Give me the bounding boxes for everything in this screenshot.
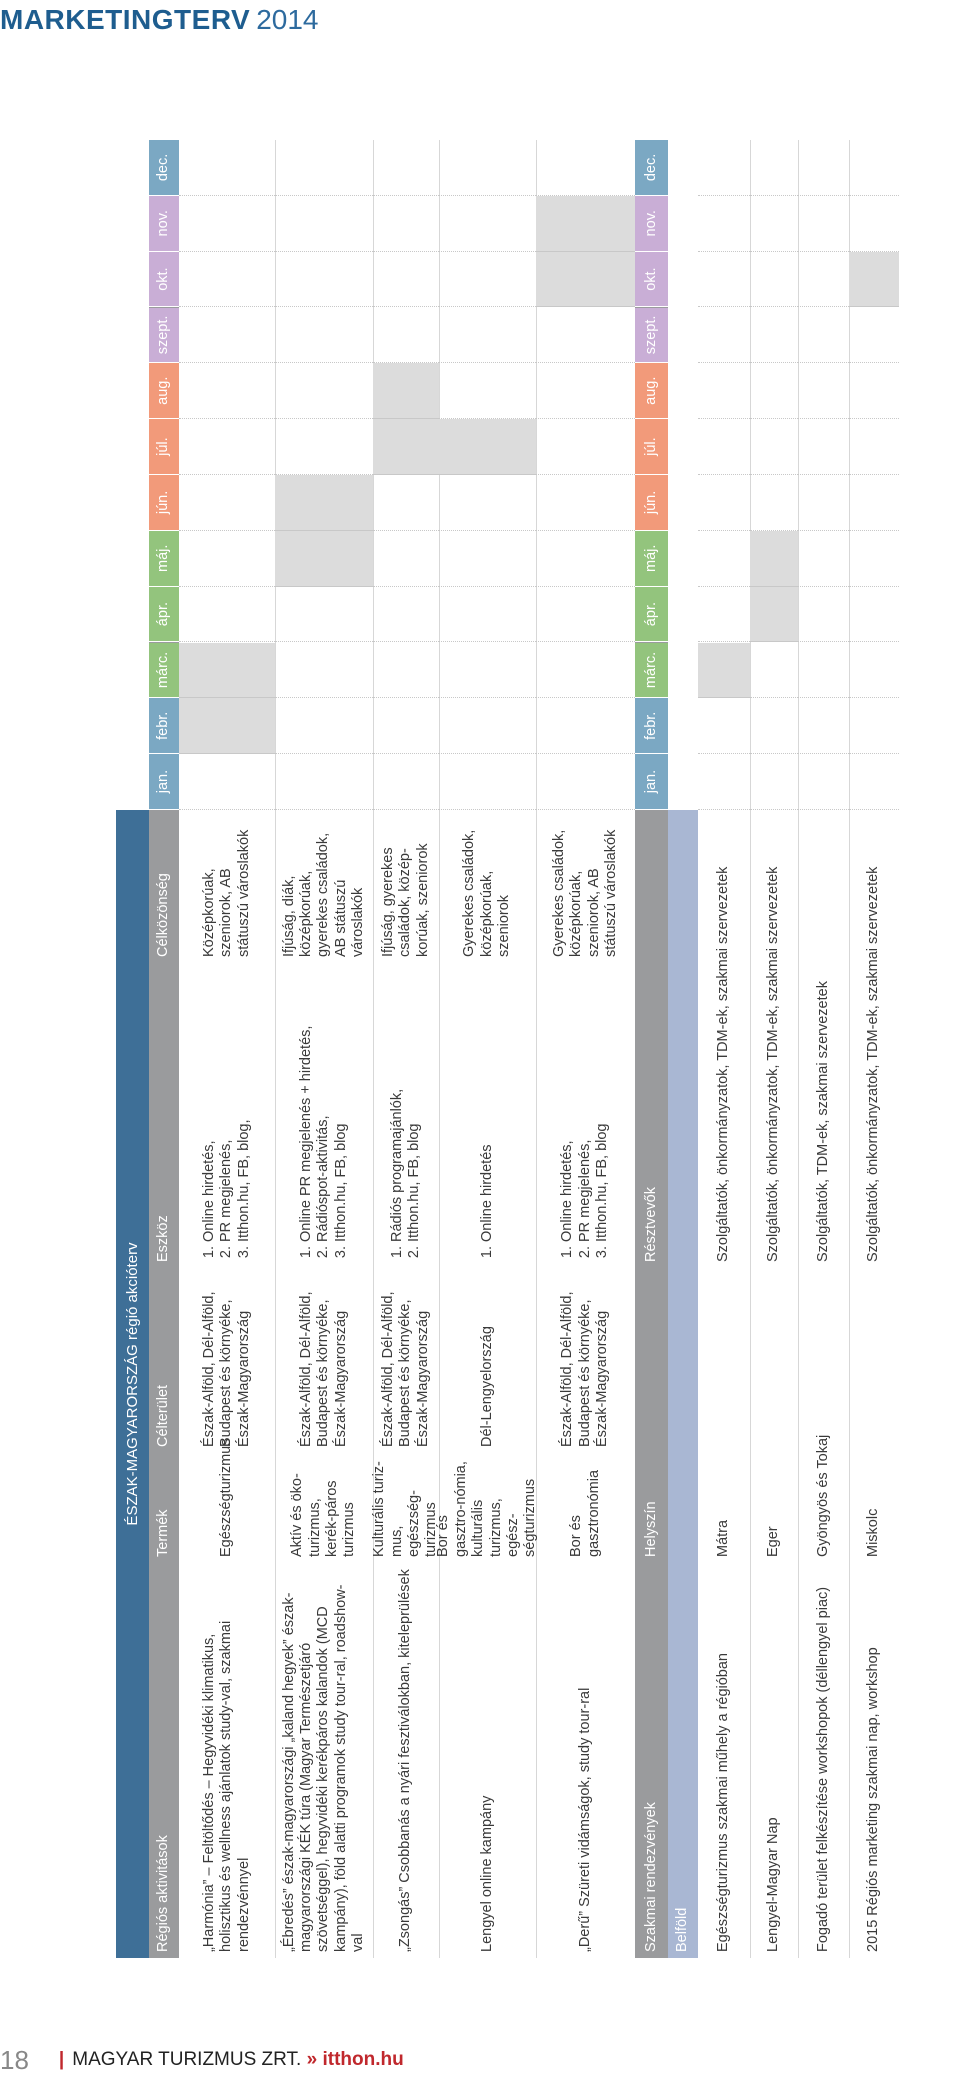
row-0-month-cell-9 [179,252,275,308]
row-4-month-cell-5 [536,475,635,531]
month-header-1: febr. [635,698,668,754]
row-2-month-cell-0 [373,754,439,810]
row-0-month-cell-6 [179,419,275,475]
event-1-month-cell-2 [750,643,798,699]
col-header-participants: Résztvevők [642,1187,659,1262]
event-1-month-cell-11 [750,140,798,196]
event-0-month-cell-2 [698,643,750,699]
event-1-month-cell-5 [750,475,798,531]
footer-separator: | [58,2049,65,2071]
month-header-7: aug. [149,363,179,419]
event-name-cell: 2015 Régiós marketing szakmai nap, workshop [865,1647,882,1952]
row-1-month-cell-6 [275,419,373,475]
activity-cell: „Zsongás” Csobbanás a nyári fesztiválokban, kiteleprülések [397,1569,414,1952]
event-0-month-cell-4 [698,531,750,587]
page-header [0,0,319,40]
event-2-month-cell-11 [798,140,849,196]
row-1-month-cell-5 [275,475,373,531]
page-footer [0,2040,600,2080]
row-4-month-cell-4 [536,531,635,587]
row-4-month-cell-11 [536,140,635,196]
row-2-month-cell-11 [373,140,439,196]
tool-cell [373,963,439,1268]
event-row [750,140,799,1958]
tool-cell [439,963,536,1268]
tool-cell [275,963,373,1268]
event-0-month-cell-5 [698,475,750,531]
event-0-month-cell-7 [698,363,750,419]
row-2-month-cell-3 [373,587,439,643]
row-0-month-cell-5 [179,475,275,531]
row-2-month-cell-10 [373,196,439,252]
row-3-month-cell-6 [439,419,536,475]
row-0-month-cell-11 [179,140,275,196]
row-2-month-cell-6 [373,419,439,475]
table-row [536,140,636,1958]
event-1-month-cell-3 [750,587,798,643]
month-header-10: nov. [635,196,668,252]
event-name-cell: Fogadó terület felkészítése workshopok (déllengyel piac) [814,1586,831,1952]
col-header-audience: Célközönség [155,873,172,957]
event-2-month-cell-1 [798,698,849,754]
col-header-tool: Eszköz [155,1215,172,1262]
month-header-0: jan. [635,754,668,810]
tool-list [479,1144,496,1262]
tool-cell [179,963,275,1268]
row-3-month-cell-11 [439,140,536,196]
row-0-month-cell-3 [179,587,275,643]
row-0-month-cell-0 [179,754,275,810]
tool-item: 1. Online PR megjelenés + hirdetés, [298,1026,315,1242]
event-0-month-cell-9 [698,252,750,308]
row-4-month-cell-8 [536,308,635,364]
tool-item: 2. PR megjelenés, [577,1124,594,1243]
event-3-month-cell-4 [849,531,899,587]
activity-cell: „Harmónia” – Feltöltődés – Hegyvidéki klimatikus, holisztikus és wellness ajánlatok study-val, szakmai rendezvénnyel [200,1620,252,1952]
row-3-month-cell-0 [439,754,536,810]
row-3-month-cell-1 [439,698,536,754]
tool-item: 2. Rádióspot-aktivitás, [315,1026,332,1242]
row-0-month-cell-2 [179,643,275,699]
event-location-cell: Eger [765,1526,782,1557]
event-1-month-cell-4 [750,531,798,587]
event-3-month-cell-5 [849,475,899,531]
tool-item: 2. Itthon.hu, FB, blog [406,1089,423,1242]
col-header-product: Termék [155,1509,172,1557]
row-1-month-cell-2 [275,643,373,699]
event-1-month-cell-0 [750,754,798,810]
table-row [373,140,440,1958]
row-0-month-cell-1 [179,698,275,754]
month-header-4: máj. [149,531,179,587]
row-2-month-cell-8 [373,308,439,364]
tool-item: 1. Online hirdetés [479,1144,496,1242]
month-header-10: nov. [149,196,179,252]
page-number: 18 [0,2045,29,2075]
row-1-month-cell-7 [275,363,373,419]
month-header-7: aug. [635,363,668,419]
event-1-month-cell-6 [750,419,798,475]
event-name-cell: Egészségturizmus szakmai műhely a régióban [715,1653,732,1952]
col-header-location: Helyszín [642,1501,659,1557]
event-location-cell: Miskolc [865,1508,882,1557]
row-2-month-cell-1 [373,698,439,754]
row-3-month-cell-9 [439,252,536,308]
event-0-month-cell-6 [698,419,750,475]
month-header-4: máj. [635,531,668,587]
audience-cell: Ifjúság, diák, középkorúak, gyerekes családok, AB státuszú városlakók [280,832,367,957]
event-3-month-cell-9 [849,252,899,308]
table-row [435,140,539,1958]
month-header-8: szept. [635,308,668,364]
row-3-month-cell-4 [439,531,536,587]
event-participants-cell: Szolgáltatók, TDM-ek, szakmai szervezetek [814,981,831,1262]
activity-cell: „Ébredés” észak-magyarországi „kaland hegyek” észak-magyarországi KÉK túra (Magyar Természetjáró szövetséggel), hegyvidéki kerékpáros kalandok (MCD kampány), föld alatti programok study tour-ral, roadshow-val [280,1584,367,1952]
tool-cell [536,963,635,1268]
month-header-6: júl. [149,419,179,475]
event-3-month-cell-8 [849,308,899,364]
month-header-2: márc. [635,643,668,699]
event-2-month-cell-2 [798,643,849,699]
row-4-month-cell-2 [536,643,635,699]
row-3-month-cell-8 [439,308,536,364]
row-4-month-cell-7 [536,363,635,419]
product-cell: Bor és gasztro-nómia, kulturális turizmus, egész-ségturizmus [435,1461,539,1557]
tool-list [389,1089,424,1262]
footer-arrow-icon: » [306,2049,318,2071]
audience-cell: Középkorúak, szeniorok, AB státuszú városlakók [200,829,252,957]
event-1-month-cell-9 [750,252,798,308]
audience-cell: Ifjúság, gyerekes családok, közép-korúak, szeniorok [379,843,431,957]
event-1-month-cell-7 [750,363,798,419]
row-2-month-cell-9 [373,252,439,308]
table-row [275,140,374,1958]
row-1-month-cell-8 [275,308,373,364]
row-4-month-cell-1 [536,698,635,754]
row-0-month-cell-8 [179,308,275,364]
row-4-month-cell-10 [536,196,635,252]
action-plan-table [116,140,882,1958]
row-2-month-cell-7 [373,363,439,419]
event-1-month-cell-1 [750,698,798,754]
event-participants-cell: Szolgáltatók, önkormányzatok, TDM-ek, szakmai szervezetek [715,866,732,1262]
event-0-month-cell-10 [698,196,750,252]
row-0-month-cell-4 [179,531,275,587]
tool-list [201,1119,253,1262]
event-2-month-cell-6 [798,419,849,475]
table-row [179,140,276,1958]
tool-list [298,1026,350,1262]
event-2-month-cell-10 [798,196,849,252]
row-1-month-cell-11 [275,140,373,196]
month-header-2: márc. [149,643,179,699]
target-area-cell: Dél-Lengyelország [478,1326,495,1447]
header-year: 2014 [256,4,319,35]
event-2-month-cell-3 [798,587,849,643]
product-cell: Egészségturizmus [218,1438,235,1557]
event-location-cell: Gyöngyös és Tokaj [814,1434,831,1557]
event-3-month-cell-1 [849,698,899,754]
month-header-8: szept. [149,308,179,364]
event-1-month-cell-10 [750,196,798,252]
event-3-month-cell-0 [849,754,899,810]
event-0-month-cell-11 [698,140,750,196]
month-header-6: júl. [635,419,668,475]
brand-title: MARKETINGTERV [0,4,251,35]
row-1-month-cell-4 [275,531,373,587]
col-header-target-area: Célterület [155,1384,172,1447]
event-location-cell: Mátra [715,1519,732,1557]
audience-cell: Gyerekes családok, középkorúak, szeniorok, AB státuszú városlakók [550,829,619,957]
event-row [698,140,751,1958]
activity-cell: „Derű” Szüreti vidámságok, study tour-ral [576,1687,593,1952]
table-title-row [116,810,149,1958]
tool-item: 1. Rádiós programajánlók, [389,1089,406,1242]
row-3-month-cell-7 [439,363,536,419]
month-header-0: jan. [149,754,179,810]
event-row [798,140,850,1958]
row-1-month-cell-1 [275,698,373,754]
event-0-month-cell-8 [698,308,750,364]
event-0-month-cell-3 [698,587,750,643]
month-header-9: okt. [149,252,179,308]
domestic-row [668,810,698,1958]
event-3-month-cell-11 [849,140,899,196]
target-area-cell: Észak-Alföld, Dél-Alföld, Budapest és környéke, Észak-Magyarország [297,1291,349,1447]
event-3-month-cell-6 [849,419,899,475]
row-3-month-cell-10 [439,196,536,252]
row-4-month-cell-0 [536,754,635,810]
event-3-month-cell-7 [849,363,899,419]
tool-item: 1. Online hirdetés, [201,1119,218,1242]
row-1-month-cell-10 [275,196,373,252]
tool-item: 3. Itthon.hu, FB, blog, [236,1119,253,1242]
activity-cell: Lengyel online kampány [478,1795,495,1952]
event-participants-cell: Szolgáltatók, önkormányzatok, TDM-ek, szakmai szervezetek [865,866,882,1262]
col-header-activities: Régiós aktivitások [155,1835,172,1952]
month-header-9: okt. [635,252,668,308]
table-header-row [149,140,179,1958]
row-2-month-cell-2 [373,643,439,699]
row-3-month-cell-3 [439,587,536,643]
event-2-month-cell-0 [798,754,849,810]
company-name: MAGYAR TURIZMUS ZRT. [72,2049,302,2071]
row-1-month-cell-0 [275,754,373,810]
tool-item: 2. PR megjelenés, [218,1119,235,1242]
event-3-month-cell-2 [849,643,899,699]
tool-item: 3. Itthon.hu, FB, blog [333,1026,350,1242]
event-2-month-cell-4 [798,531,849,587]
target-area-cell: Észak-Alföld, Dél-Alföld, Budapest és környéke, Észak-Magyarország [200,1291,252,1447]
event-2-month-cell-5 [798,475,849,531]
month-header-11: dec. [635,140,668,196]
row-4-month-cell-6 [536,419,635,475]
event-name-cell: Lengyel-Magyar Nap [765,1817,782,1952]
month-header-3: ápr. [635,587,668,643]
tool-item: 3. Itthon.hu, FB, blog [594,1124,611,1243]
tool-list [559,1124,611,1263]
product-cell: Kulturális turiz-mus, egészség-turizmus [371,1461,440,1557]
table-title: ÉSZAK-MAGYARORSZÁG régió akcióterv [123,1242,141,1526]
row-3-month-cell-2 [439,643,536,699]
row-3-month-cell-5 [439,475,536,531]
event-2-month-cell-8 [798,308,849,364]
row-0-month-cell-7 [179,363,275,419]
event-2-month-cell-7 [798,363,849,419]
row-2-month-cell-5 [373,475,439,531]
event-participants-cell: Szolgáltatók, önkormányzatok, TDM-ek, szakmai szervezetek [765,866,782,1262]
events-header-row [635,140,668,1958]
event-3-month-cell-10 [849,196,899,252]
row-4-month-cell-3 [536,587,635,643]
month-header-11: dec. [149,140,179,196]
row-0-month-cell-10 [179,196,275,252]
target-area-cell: Észak-Alföld, Dél-Alföld, Budapest és környéke, Észak-Magyarország [559,1291,611,1447]
audience-cell: Gyerekes családok, középkorúak, szeniorok [461,829,513,957]
event-0-month-cell-0 [698,754,750,810]
event-3-month-cell-3 [849,587,899,643]
row-1-month-cell-9 [275,252,373,308]
row-2-month-cell-4 [373,531,439,587]
month-header-1: febr. [149,698,179,754]
month-header-3: ápr. [149,587,179,643]
product-cell: Aktív és öko-turizmus, kerék-páros turizmus [289,1473,358,1557]
product-cell: Bor és gasztronómia [568,1469,602,1557]
tool-item: 1. Online hirdetés, [559,1124,576,1243]
month-header-5: jún. [635,475,668,531]
row-1-month-cell-3 [275,587,373,643]
month-header-5: jún. [149,475,179,531]
event-row [849,140,899,1958]
event-2-month-cell-9 [798,252,849,308]
event-1-month-cell-8 [750,308,798,364]
target-area-cell: Észak-Alföld, Dél-Alföld, Budapest és környéke, Észak-Magyarország [379,1291,431,1447]
col-header-events: Szakmai rendezvények [642,1802,659,1952]
site-link[interactable]: itthon.hu [322,2049,404,2071]
event-0-month-cell-1 [698,698,750,754]
row-4-month-cell-9 [536,252,635,308]
domestic-label: Belföld [674,1907,691,1952]
